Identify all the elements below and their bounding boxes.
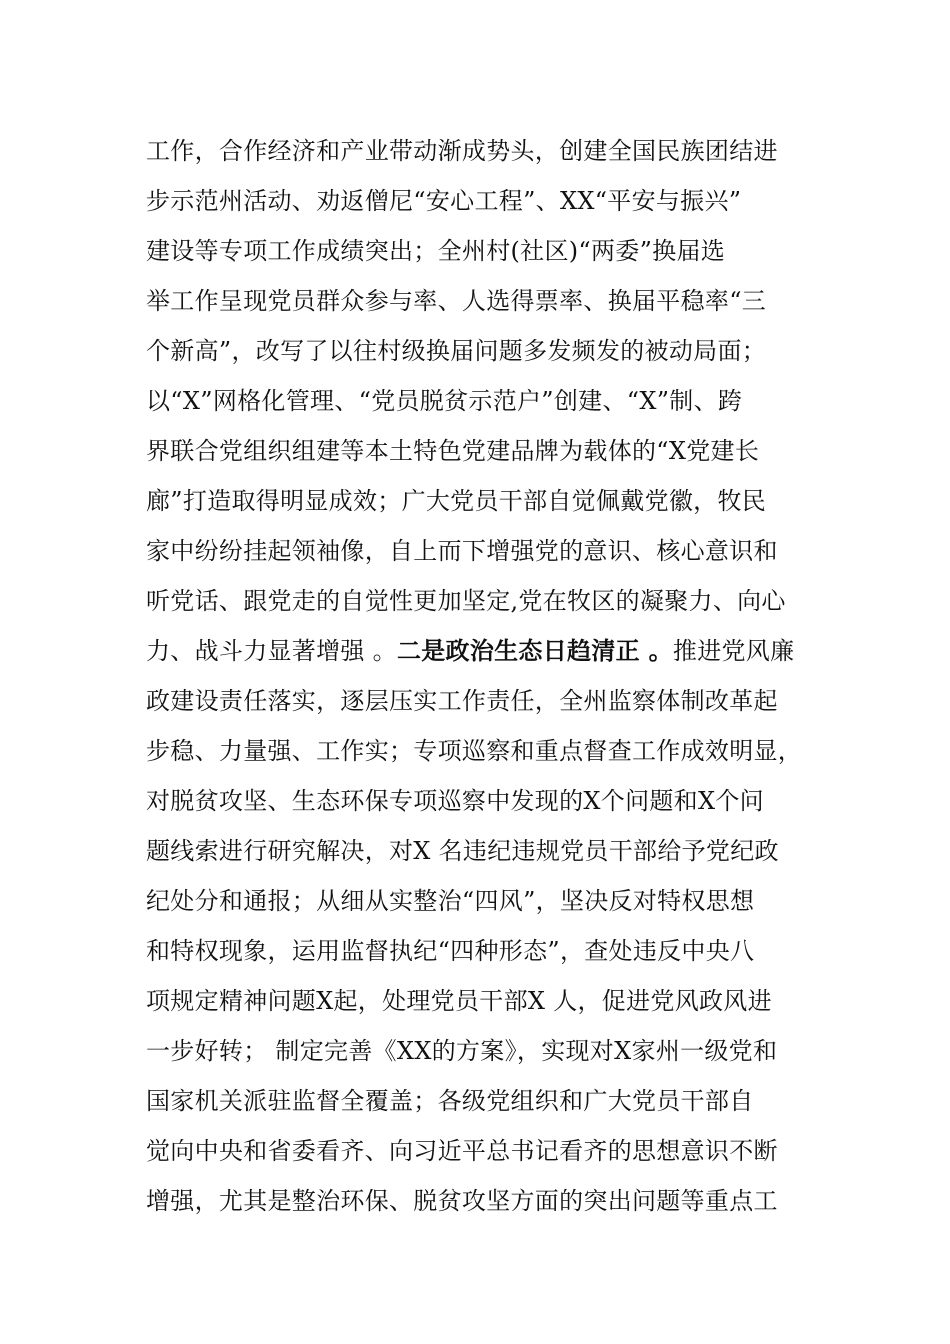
section-heading-two: 二是政治生态日趋清正 。 — [396, 636, 673, 665]
text-line: 界联合党组织组建等本土特色党建品牌为载体的“X党建长 — [146, 437, 760, 465]
text-line: 建设等专项工作成绩突出；全州村(社区)“两委”换届选 — [146, 237, 726, 265]
text-line: 步示范州活动、劝返僧尼“安心工程”、XX“平安与振兴” — [146, 187, 742, 215]
text-line: 国家机关派驻监督全覆盖；各级党组织和广大党员干部自 — [146, 1087, 754, 1115]
text-line: 觉向中央和省委看齐、向习近平总书记看齐的思想意识不断 — [146, 1137, 778, 1165]
text-line: 举工作呈现党员群众参与率、人选得票率、换届平稳率“三 — [146, 287, 767, 315]
text-line: 纪处分和通报；从细从实整治“四风”，坚决反对特权思想 — [146, 887, 755, 915]
text-line: 一步好转； 制定完善《XX的方案》，实现对X家州一级党和 — [146, 1037, 778, 1065]
text-line-with-heading — [146, 626, 818, 676]
text-line: 工作，合作经济和产业带动渐成势头，创建全国民族团结进 — [146, 137, 778, 165]
text-line: 听党话、跟党走的自觉性更加坚定,党在牧区的凝聚力、向心 — [146, 587, 786, 615]
text-line: 步稳、力量强、工作实；专项巡察和重点督查工作成效明显， — [146, 737, 803, 765]
text-line: 和特权现象，运用监督执纪“四种形态”，查处违反中央八 — [146, 937, 755, 965]
text-line: 以“X”网格化管理、“党员脱贫示范户”创建、“X”制、跨 — [146, 387, 743, 415]
body-text — [146, 126, 818, 1226]
text-line: 政建设责任落实，逐层压实工作责任，全州监察体制改革起 — [146, 687, 778, 715]
text-line: 对脱贫攻坚、生态环保专项巡察中发现的X个问题和X个问 — [146, 787, 764, 815]
text-line: 个新高”，改写了以往村级换届问题多发频发的被动局面； — [146, 337, 767, 365]
line-text-after: 推进党风廉 — [672, 637, 795, 665]
line-text-before: 力、战斗力显著增强 。 — [146, 637, 397, 665]
text-line: 项规定精神问题X起，处理党员干部X 人，促进党风政风进 — [146, 987, 772, 1015]
text-line: 家中纷纷挂起领袖像，自上而下增强党的意识、核心意识和 — [146, 537, 778, 565]
text-line: 增强，尤其是整治环保、脱贫攻坚方面的突出问题等重点工 — [146, 1187, 778, 1215]
text-line: 题线索进行研究解决，对X 名违纪违规党员干部给予党纪政 — [146, 837, 779, 865]
text-line: 廊”打造取得明显成效；广大党员干部自觉佩戴党徽，牧民 — [146, 487, 767, 515]
